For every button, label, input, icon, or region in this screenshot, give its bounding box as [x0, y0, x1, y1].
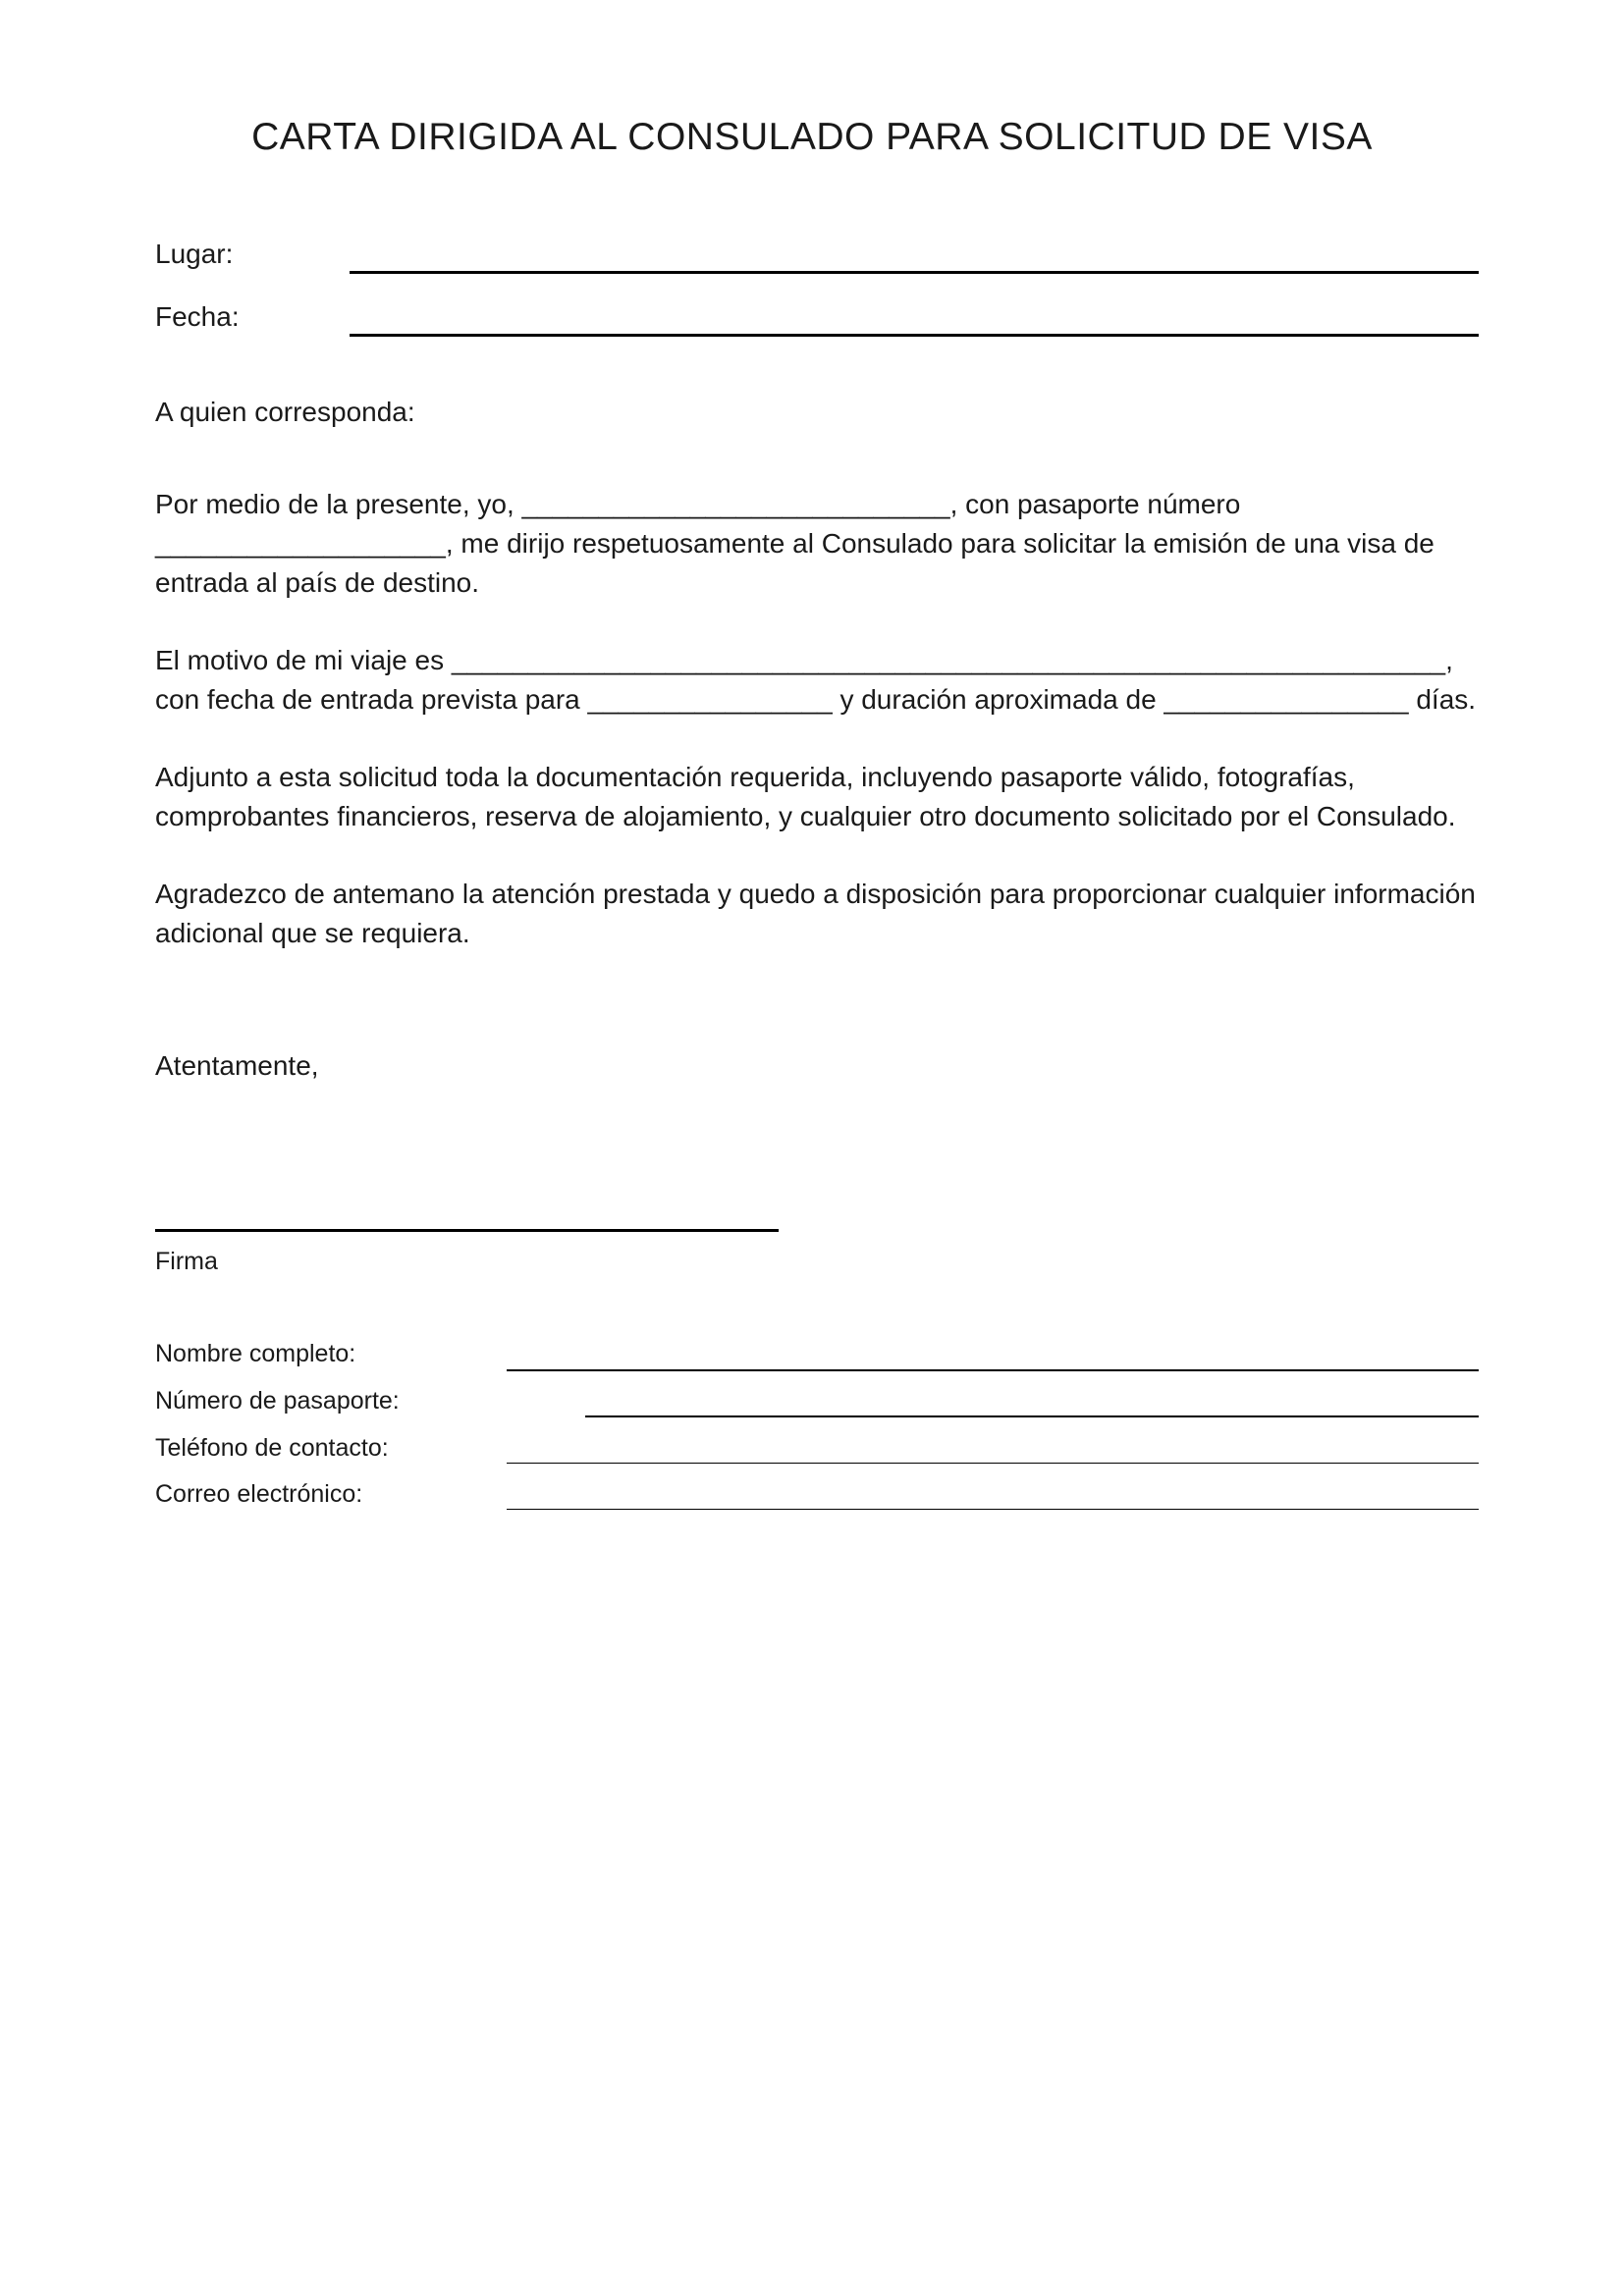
- paragraph-line: adicional que se requiera.: [155, 918, 470, 948]
- paragraph-line: entrada al país de destino.: [155, 567, 480, 598]
- closing: Atentamente,: [155, 1050, 319, 1081]
- paragraph-line: Adjunto a esta solicitud toda la documentación requerida, incluyendo pasaporte válido, fotografías,: [155, 762, 1355, 792]
- place-label: Lugar:: [155, 239, 234, 269]
- paragraph-line: El motivo de mi viaje es _________________________________________________________________,: [155, 645, 1453, 675]
- paragraph-line: con fecha de entrada prevista para ________________ y duración aproximada de ________________ días.: [155, 684, 1477, 715]
- date-label: Fecha:: [155, 301, 240, 332]
- signature-line[interactable]: [155, 1229, 779, 1232]
- email-field-line[interactable]: [507, 1509, 1479, 1510]
- full-name-label: Nombre completo:: [155, 1340, 356, 1367]
- paragraph-line: ___________________, me dirijo respetuosamente al Consulado para solicitar la emisión de una visa de: [155, 528, 1435, 559]
- paragraph-line: comprobantes financieros, reserva de alojamiento, y cualquier otro documento solicitado por el Consulado.: [155, 801, 1456, 831]
- passport-number-label: Número de pasaporte:: [155, 1387, 400, 1415]
- email-label: Correo electrónico:: [155, 1480, 363, 1508]
- full-name-field-line[interactable]: [507, 1369, 1479, 1371]
- page-title: CARTA DIRIGIDA AL CONSULADO PARA SOLICITUD DE VISA: [251, 116, 1373, 158]
- salutation: A quien corresponda:: [155, 397, 415, 427]
- paragraph-intro: [155, 485, 1490, 603]
- place-field-line[interactable]: [350, 271, 1479, 274]
- paragraph-line: Por medio de la presente, yo, ____________________________, con pasaporte número: [155, 489, 1241, 519]
- signature-label: Firma: [155, 1248, 218, 1275]
- paragraph-trip-reason: [155, 641, 1490, 720]
- phone-label: Teléfono de contacto:: [155, 1434, 389, 1462]
- paragraph-line: Agradezco de antemano la atención prestada y quedo a disposición para proporcionar cualquier información: [155, 879, 1476, 909]
- paragraph-documents: [155, 758, 1490, 836]
- paragraph-thanks: [155, 875, 1490, 953]
- passport-number-field-line[interactable]: [585, 1415, 1479, 1417]
- date-field-line[interactable]: [350, 334, 1479, 337]
- phone-field-line[interactable]: [507, 1463, 1479, 1464]
